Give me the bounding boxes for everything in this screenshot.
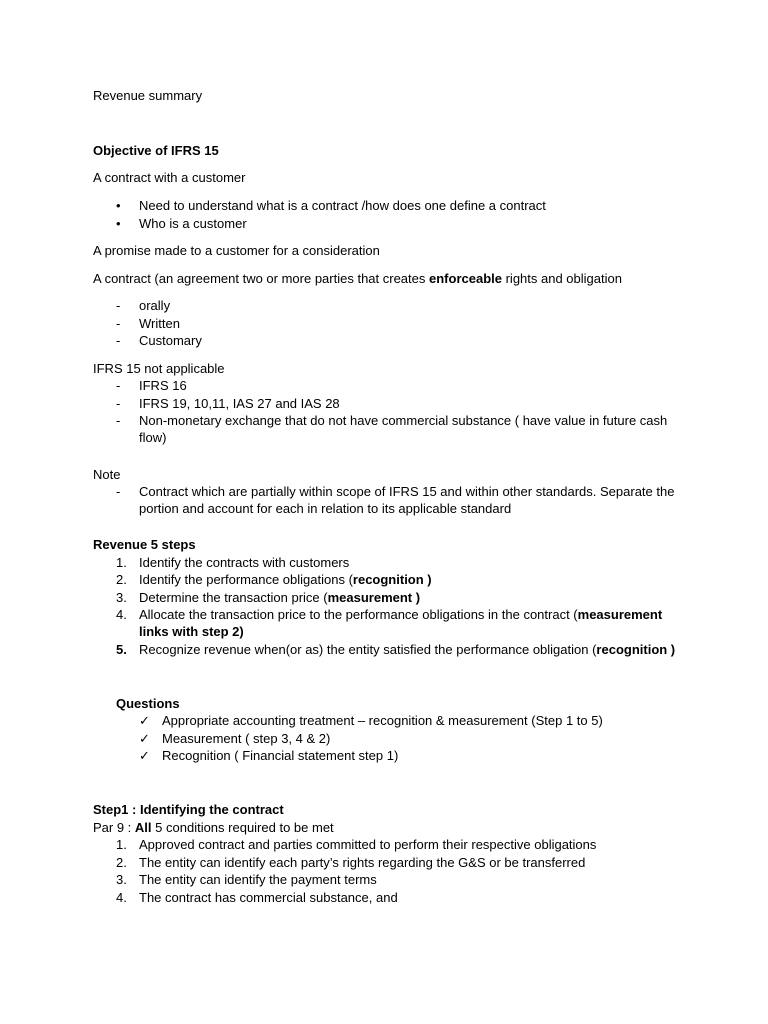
step-number: 5. xyxy=(116,642,127,657)
condition-item: The contract has commercial substance, and xyxy=(139,890,398,905)
step-number: 4. xyxy=(116,607,127,622)
condition-number: 2. xyxy=(116,855,127,870)
form-item-customary: Customary xyxy=(139,333,202,348)
objective-bullet-2: Who is a customer xyxy=(139,216,247,231)
bullet-icon: • xyxy=(116,216,121,231)
dash-icon: - xyxy=(116,484,121,499)
condition-item: Approved contract and parties committed to perform their respective obligations xyxy=(139,837,597,852)
not-applicable-item: IFRS 16 xyxy=(139,378,187,393)
step-number: 1. xyxy=(116,555,127,570)
form-item-written: Written xyxy=(139,316,180,331)
step-item: Allocate the transaction price to the performance obligations in the contract (measurement links with step 2) xyxy=(139,607,663,639)
step-item: Identify the performance obligations (recognition ) xyxy=(139,572,432,587)
step1-heading: Step1 : Identifying the contract xyxy=(93,802,284,817)
condition-item: The entity can identify each party’s rights regarding the G&S or be transferred xyxy=(139,855,586,870)
dash-icon: - xyxy=(116,413,121,428)
objective-bullet-1: Need to understand what is a contract /how does one define a contract xyxy=(139,198,546,213)
questions-heading: Questions xyxy=(116,696,180,711)
note-item: Contract which are partially within scope of IFRS 15 and within other standards. Separate the portion and account for each in relation to its applicable standard xyxy=(139,484,675,516)
check-icon: ✓ xyxy=(139,713,150,728)
dash-icon: - xyxy=(116,316,121,331)
question-item: Recognition ( Financial statement step 1) xyxy=(162,748,399,763)
par9-line: Par 9 : All 5 conditions required to be met xyxy=(93,820,334,835)
step-item: Determine the transaction price (measurement ) xyxy=(139,590,421,605)
form-item-orally: orally xyxy=(139,298,171,313)
check-icon: ✓ xyxy=(139,748,150,763)
not-applicable-item: IFRS 19, 10,11, IAS 27 and IAS 28 xyxy=(139,396,340,411)
question-item: Appropriate accounting treatment – recognition & measurement (Step 1 to 5) xyxy=(162,713,603,728)
page-title: Revenue summary xyxy=(93,88,203,103)
condition-number: 4. xyxy=(116,890,127,905)
step-number: 2. xyxy=(116,572,127,587)
condition-number: 1. xyxy=(116,837,127,852)
condition-number: 3. xyxy=(116,872,127,887)
not-applicable-heading: IFRS 15 not applicable xyxy=(93,361,225,376)
dash-icon: - xyxy=(116,378,121,393)
note-heading: Note xyxy=(93,467,121,482)
condition-item: The entity can identify the payment terms xyxy=(139,872,377,887)
dash-icon: - xyxy=(116,396,121,411)
promise-line: A promise made to a customer for a consideration xyxy=(93,243,380,258)
steps-heading: Revenue 5 steps xyxy=(93,537,196,552)
contract-line: A contract with a customer xyxy=(93,170,246,185)
contract-definition: A contract (an agreement two or more parties that creates enforceable rights and obligation xyxy=(93,271,622,286)
bullet-icon: • xyxy=(116,198,121,213)
step-item: Recognize revenue when(or as) the entity satisfied the performance obligation (recognition ) xyxy=(139,642,676,657)
question-item: Measurement ( step 3, 4 & 2) xyxy=(162,731,331,746)
step-number: 3. xyxy=(116,590,127,605)
check-icon: ✓ xyxy=(139,731,150,746)
step-item: Identify the contracts with customers xyxy=(139,555,350,570)
not-applicable-item: Non-monetary exchange that do not have commercial substance ( have value in future cash flow) xyxy=(139,413,668,445)
dash-icon: - xyxy=(116,298,121,313)
objective-heading: Objective of IFRS 15 xyxy=(93,143,219,158)
dash-icon: - xyxy=(116,333,121,348)
